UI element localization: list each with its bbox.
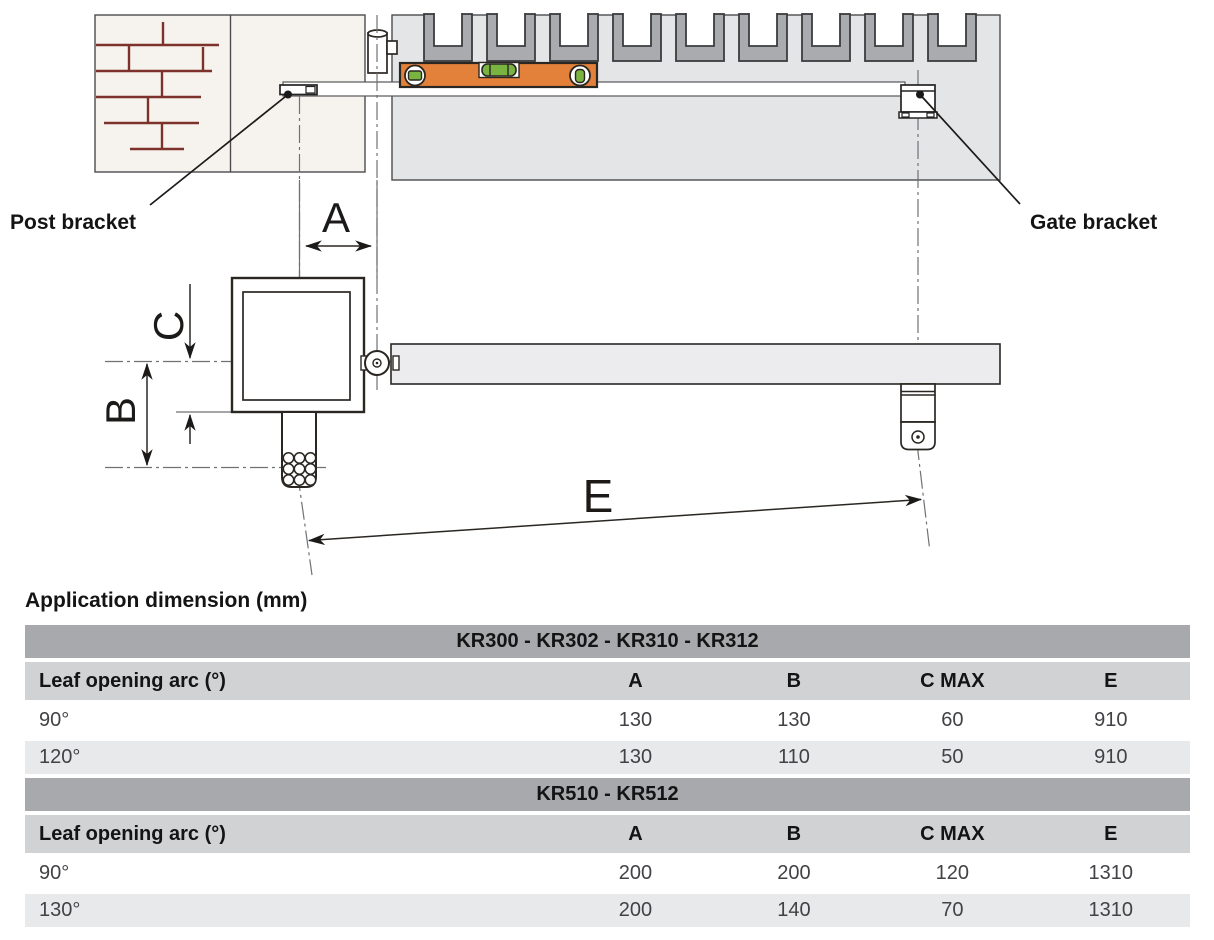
table-cell: 910 <box>1094 709 1128 731</box>
table-row <box>25 741 1190 774</box>
section-title: Application dimension (mm) <box>25 589 308 612</box>
operator-body <box>391 344 1000 384</box>
dim-c-label: C <box>145 310 192 342</box>
table-cell: 1310 <box>1088 862 1134 884</box>
col-header-b: B <box>786 670 802 692</box>
gate-bracket-label: Gate bracket <box>1030 211 1158 234</box>
table-cell: 70 <box>941 899 964 921</box>
column-header-row <box>25 662 1190 700</box>
table-row <box>25 704 1190 737</box>
table-row <box>25 857 1190 890</box>
gate-picket-channels <box>434 13 966 46</box>
col-header-cmax: C MAX <box>920 670 985 692</box>
spirit-level <box>400 63 597 88</box>
level-vial-center <box>482 64 516 76</box>
table-cell: 140 <box>777 899 811 921</box>
table-cell: 50 <box>941 746 964 768</box>
table-cell: 200 <box>618 899 653 921</box>
table-title: KR300 - KR302 - KR310 - KR312 <box>25 625 1190 658</box>
dim-e-arrow <box>309 500 921 541</box>
table-cell: 200 <box>777 862 811 884</box>
table-cell: 90° <box>39 862 70 884</box>
column-header-row <box>25 815 1190 853</box>
col-header-leaf-arc: Leaf opening arc (°) <box>39 823 226 845</box>
table-kr510 <box>25 778 1190 927</box>
table-title: KR510 - KR512 <box>25 778 1190 811</box>
dimension-tables <box>25 625 1190 927</box>
table-cell: 90° <box>39 709 70 731</box>
table-cell: 130 <box>618 709 653 731</box>
dim-a-label: A <box>321 194 351 241</box>
col-header-b: B <box>786 823 802 845</box>
table-cell: 130 <box>618 746 653 768</box>
table-cell: 130° <box>39 899 81 921</box>
dim-e-label: E <box>582 470 614 522</box>
table-row <box>25 894 1190 927</box>
col-header-cmax: C MAX <box>920 823 985 845</box>
dim-b-label: B <box>97 396 144 426</box>
table-cell: 130 <box>777 709 811 731</box>
table-cell: 110 <box>777 746 810 768</box>
table-cell: 60 <box>941 709 964 731</box>
col-header-e: E <box>1104 823 1118 845</box>
table-cell: 120 <box>935 862 970 884</box>
post-plan <box>232 278 364 412</box>
table-cell: 200 <box>618 862 653 884</box>
col-header-a: A <box>628 823 643 845</box>
gate-bracket-side <box>901 384 935 450</box>
table-kr300 <box>25 625 1190 774</box>
col-header-a: A <box>628 670 643 692</box>
post-bracket-label: Post bracket <box>10 211 137 234</box>
table-cell: 910 <box>1094 746 1128 768</box>
col-header-e: E <box>1104 670 1118 692</box>
col-header-leaf-arc: Leaf opening arc (°) <box>39 670 226 692</box>
post-bracket-plan <box>282 412 316 487</box>
table-cell: 1310 <box>1088 899 1134 921</box>
table-cell: 120° <box>39 746 81 768</box>
